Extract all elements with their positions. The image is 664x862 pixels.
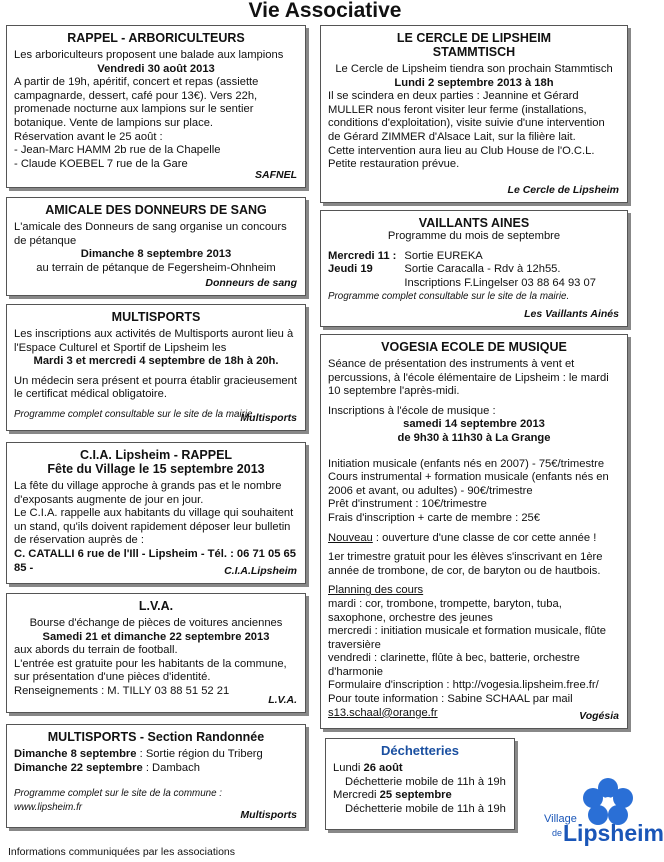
event-date: Lundi 2 septembre 2013 à 18h bbox=[394, 76, 554, 89]
logo-text-village: Village bbox=[544, 813, 577, 825]
article-intro: Bourse d'échange de pièces de voitures anciennes bbox=[29, 617, 283, 629]
dechet-date-line: Lundi 26 août bbox=[333, 762, 403, 774]
signature: Multisports bbox=[240, 809, 297, 822]
article-intro: L'amicale des Donneurs de sang organise un concours de pétanque bbox=[14, 221, 287, 247]
logo-text-lipsheim: Lipsheim bbox=[563, 820, 664, 846]
planning-line: vendredi : clarinette, flûte à bec, batterie, orchestre d'harmonie bbox=[328, 652, 580, 678]
event-place: aux abords du terrain de football. bbox=[14, 644, 178, 657]
outing-line bbox=[14, 748, 298, 762]
event-time: de 9h30 à 11h30 à La Grange bbox=[397, 431, 551, 444]
article-vogesia bbox=[320, 334, 628, 729]
event-date: Dimanche 8 septembre 2013 bbox=[80, 248, 232, 261]
article-title: MULTISPORTS - Section Randonnée bbox=[47, 730, 265, 744]
price-line: Initiation musicale (enfants nés en 2007) - 75€/trimestre bbox=[328, 457, 605, 470]
news-line bbox=[328, 532, 620, 546]
inscription-label: Inscriptions à l'école de musique : bbox=[328, 404, 496, 417]
outing-date: Dimanche 8 septembre bbox=[14, 748, 137, 760]
free-offer: 1er trimestre gratuit pour les élèves s'inscrivant en 1ère année de trombone, de cor, de baryton ou de hautbois. bbox=[328, 551, 603, 577]
article-body: La fête du village approche à grands pas et le nombre d'exposants augmente de jour en jour. bbox=[14, 480, 282, 506]
contact-line: - Jean-Marc HAMM 2b rue de la Chapelle bbox=[14, 144, 221, 157]
signature: C.I.A.Lipsheim bbox=[224, 565, 297, 578]
signature: Multisports bbox=[240, 412, 297, 425]
footer-note: Informations communiquées par les associations bbox=[8, 846, 236, 858]
article-body: Il se scindera en deux parties : Jeannine et Gérard MULLER nous feront visiter leur ferme (installations, conditions d'exploitation), visite suivie d'une intervention de Gérard ZIMMER d'Alsace Lait, sur la filière lait. bbox=[328, 90, 605, 143]
article-multisports bbox=[6, 304, 306, 431]
article-subtitle: Fête du Village le 15 septembre 2013 bbox=[47, 462, 265, 476]
signature: SAFNEL bbox=[255, 169, 297, 182]
schedule-day: Mercredi 11 : bbox=[328, 249, 397, 262]
program-note: Programme complet consultable sur le site de la mairie. bbox=[328, 291, 570, 303]
page-title: Vie Associative bbox=[248, 0, 402, 22]
planning-line: mardi : cor, trombone, trompette, baryton, tuba, saxophone, orchestre des jeunes bbox=[328, 597, 562, 624]
article-title: Déchetteries bbox=[380, 743, 460, 758]
schedule-text: Sortie Caracalla - Rdv à 12h55. bbox=[404, 263, 561, 276]
schedule-text: Sortie EUREKA bbox=[404, 249, 483, 262]
contact-line: Pour toute information : Sabine SCHAAL par mail bbox=[328, 693, 573, 706]
signature: Les Vaillants Ainés bbox=[524, 308, 619, 321]
article-dechetteries bbox=[325, 738, 515, 830]
article-cia bbox=[6, 442, 306, 584]
dechet-date: 26 août bbox=[363, 762, 403, 774]
article-arboriculteurs bbox=[6, 25, 306, 188]
article-intro: Le Cercle de Lipsheim tiendra son prochain Stammtisch bbox=[335, 63, 613, 75]
price-line: Prêt d'instrument : 10€/trimestre bbox=[328, 498, 487, 511]
schedule-table bbox=[328, 250, 604, 291]
price-line: Cours instrumental + formation musicale (enfants nés en 2006 et avant, ou adultes) - 90€/trimestre bbox=[328, 471, 609, 497]
article-randonnee bbox=[6, 724, 306, 828]
dechet-date-line: Mercredi 25 septembre bbox=[333, 789, 452, 802]
article-title: RAPPEL - ARBORICULTEURS bbox=[67, 31, 245, 45]
article-title: MULTISPORTS bbox=[111, 310, 201, 324]
article-intro: Séance de présentation des instruments à vent et percussions, à l'école élémentaire de Lipsheim : le mardi 10 septembre l'après-midi. bbox=[328, 358, 609, 398]
article-title: VAILLANTS AINES bbox=[418, 216, 530, 230]
article-title: VOGESIA ECOLE DE MUSIQUE bbox=[381, 340, 567, 354]
price-line: Frais d'inscription + carte de membre : 25€ bbox=[328, 511, 540, 524]
dechet-text: Déchetterie mobile de 11h à 19h bbox=[345, 775, 506, 788]
form-link[interactable]: Formulaire d'inscription : http://vogesia.lipsheim.free.fr/ bbox=[328, 679, 599, 692]
event-date: Vendredi 30 août 2013 bbox=[97, 62, 215, 75]
outing-text: : Dambach bbox=[142, 761, 200, 774]
program-note: Programme complet sur le site de la commune : www.lipsheim.fr bbox=[14, 788, 222, 813]
article-intro: Les inscriptions aux activités de Multisports auront lieu à l'Espace Culturel et Sportif de Lipsheim les bbox=[14, 328, 294, 354]
article-title: LE CERCLE DE LIPSHEIM STAMMTISCH bbox=[396, 31, 552, 59]
article-lva bbox=[6, 593, 306, 713]
event-place: au terrain de pétanque de Fegersheim-Ohnheim bbox=[36, 261, 276, 274]
article-intro: Les arboriculteurs proposent une balade aux lampions bbox=[14, 49, 284, 61]
schedule-text: Inscriptions F.Lingelser 03 88 64 93 07 bbox=[404, 276, 596, 289]
article-subtitle: Programme du mois de septembre bbox=[387, 230, 561, 242]
dechet-text: Déchetterie mobile de 11h à 19h bbox=[345, 802, 506, 815]
news-text: : ouverture d'une classe de cor cette année ! bbox=[372, 531, 597, 544]
signature: Donneurs de sang bbox=[205, 277, 297, 290]
email-link[interactable]: s13.schaal@orange.fr bbox=[328, 706, 438, 719]
signature: Le Cercle de Lipsheim bbox=[507, 184, 619, 197]
news-label: Nouveau bbox=[328, 531, 373, 544]
article-cercle bbox=[320, 25, 628, 203]
program-note: Programme complet consultable sur le site de la mairie. bbox=[14, 408, 256, 420]
outing-text: : Sortie région du Triberg bbox=[136, 748, 263, 760]
signature: L.V.A. bbox=[268, 694, 297, 707]
village-logo bbox=[520, 778, 664, 850]
event-date: samedi 14 septembre 2013 bbox=[403, 418, 545, 431]
article-vaillants-aines bbox=[320, 210, 628, 327]
contact-line: - Claude KOEBEL 7 rue de la Gare bbox=[14, 157, 188, 170]
article-body: Cette intervention aura lieu au Club House de l'O.C.L. Petite restauration prévue. bbox=[328, 144, 595, 171]
event-date: Mardi 3 et mercredi 4 septembre de 18h à 20h. bbox=[33, 355, 279, 368]
reservation-label: Réservation avant le 25 août : bbox=[14, 130, 163, 143]
outing-line bbox=[14, 762, 298, 776]
contact-line: C. CATALLI 6 rue de l'Ill - Lipsheim - Tél. : 06 71 05 65 85 - bbox=[14, 547, 297, 574]
article-title: AMICALE DES DONNEURS DE SANG bbox=[45, 203, 267, 217]
article-donneurs-de-sang bbox=[6, 197, 306, 296]
event-date: Samedi 21 et dimanche 22 septembre 2013 bbox=[42, 630, 270, 643]
logo-text-de: de bbox=[552, 828, 563, 838]
outing-date: Dimanche 22 septembre bbox=[14, 761, 143, 774]
article-title: C.I.A. Lipsheim - RAPPEL bbox=[79, 448, 233, 462]
article-title: L.V.A. bbox=[138, 599, 174, 613]
article-body: L'entrée est gratuite pour les habitants de la commune, sur présentation d'une pièces d'identité. bbox=[14, 657, 287, 684]
planning-line: mercredi : initiation musicale et formation musicale, flûte traversière bbox=[328, 625, 606, 651]
info-line: Renseignements : M. TILLY 03 88 51 52 21 bbox=[14, 684, 230, 697]
planning-title: Planning des cours bbox=[328, 584, 424, 597]
dechet-date: 25 septembre bbox=[379, 789, 452, 802]
article-body: A partir de 19h, apéritif, concert et repas (assiette campagnarde, dessert, café pour 13€). Vers 22h, promenade nocturne aux lampions sur le sentier botanique. Vente de lampions sur place. bbox=[14, 76, 259, 129]
article-body: Le C.I.A. rappelle aux habitants du village qui souhaitent un stand, qu'ils doivent rapidement déposer leur bulletin de réservation auprès de : bbox=[14, 507, 294, 547]
signature: Vogésia bbox=[579, 710, 619, 723]
schedule-day: Jeudi 19 bbox=[328, 263, 373, 276]
article-body: Un médecin sera présent et pourra établir gracieusement le certificat médical obligatoire. bbox=[14, 374, 297, 401]
